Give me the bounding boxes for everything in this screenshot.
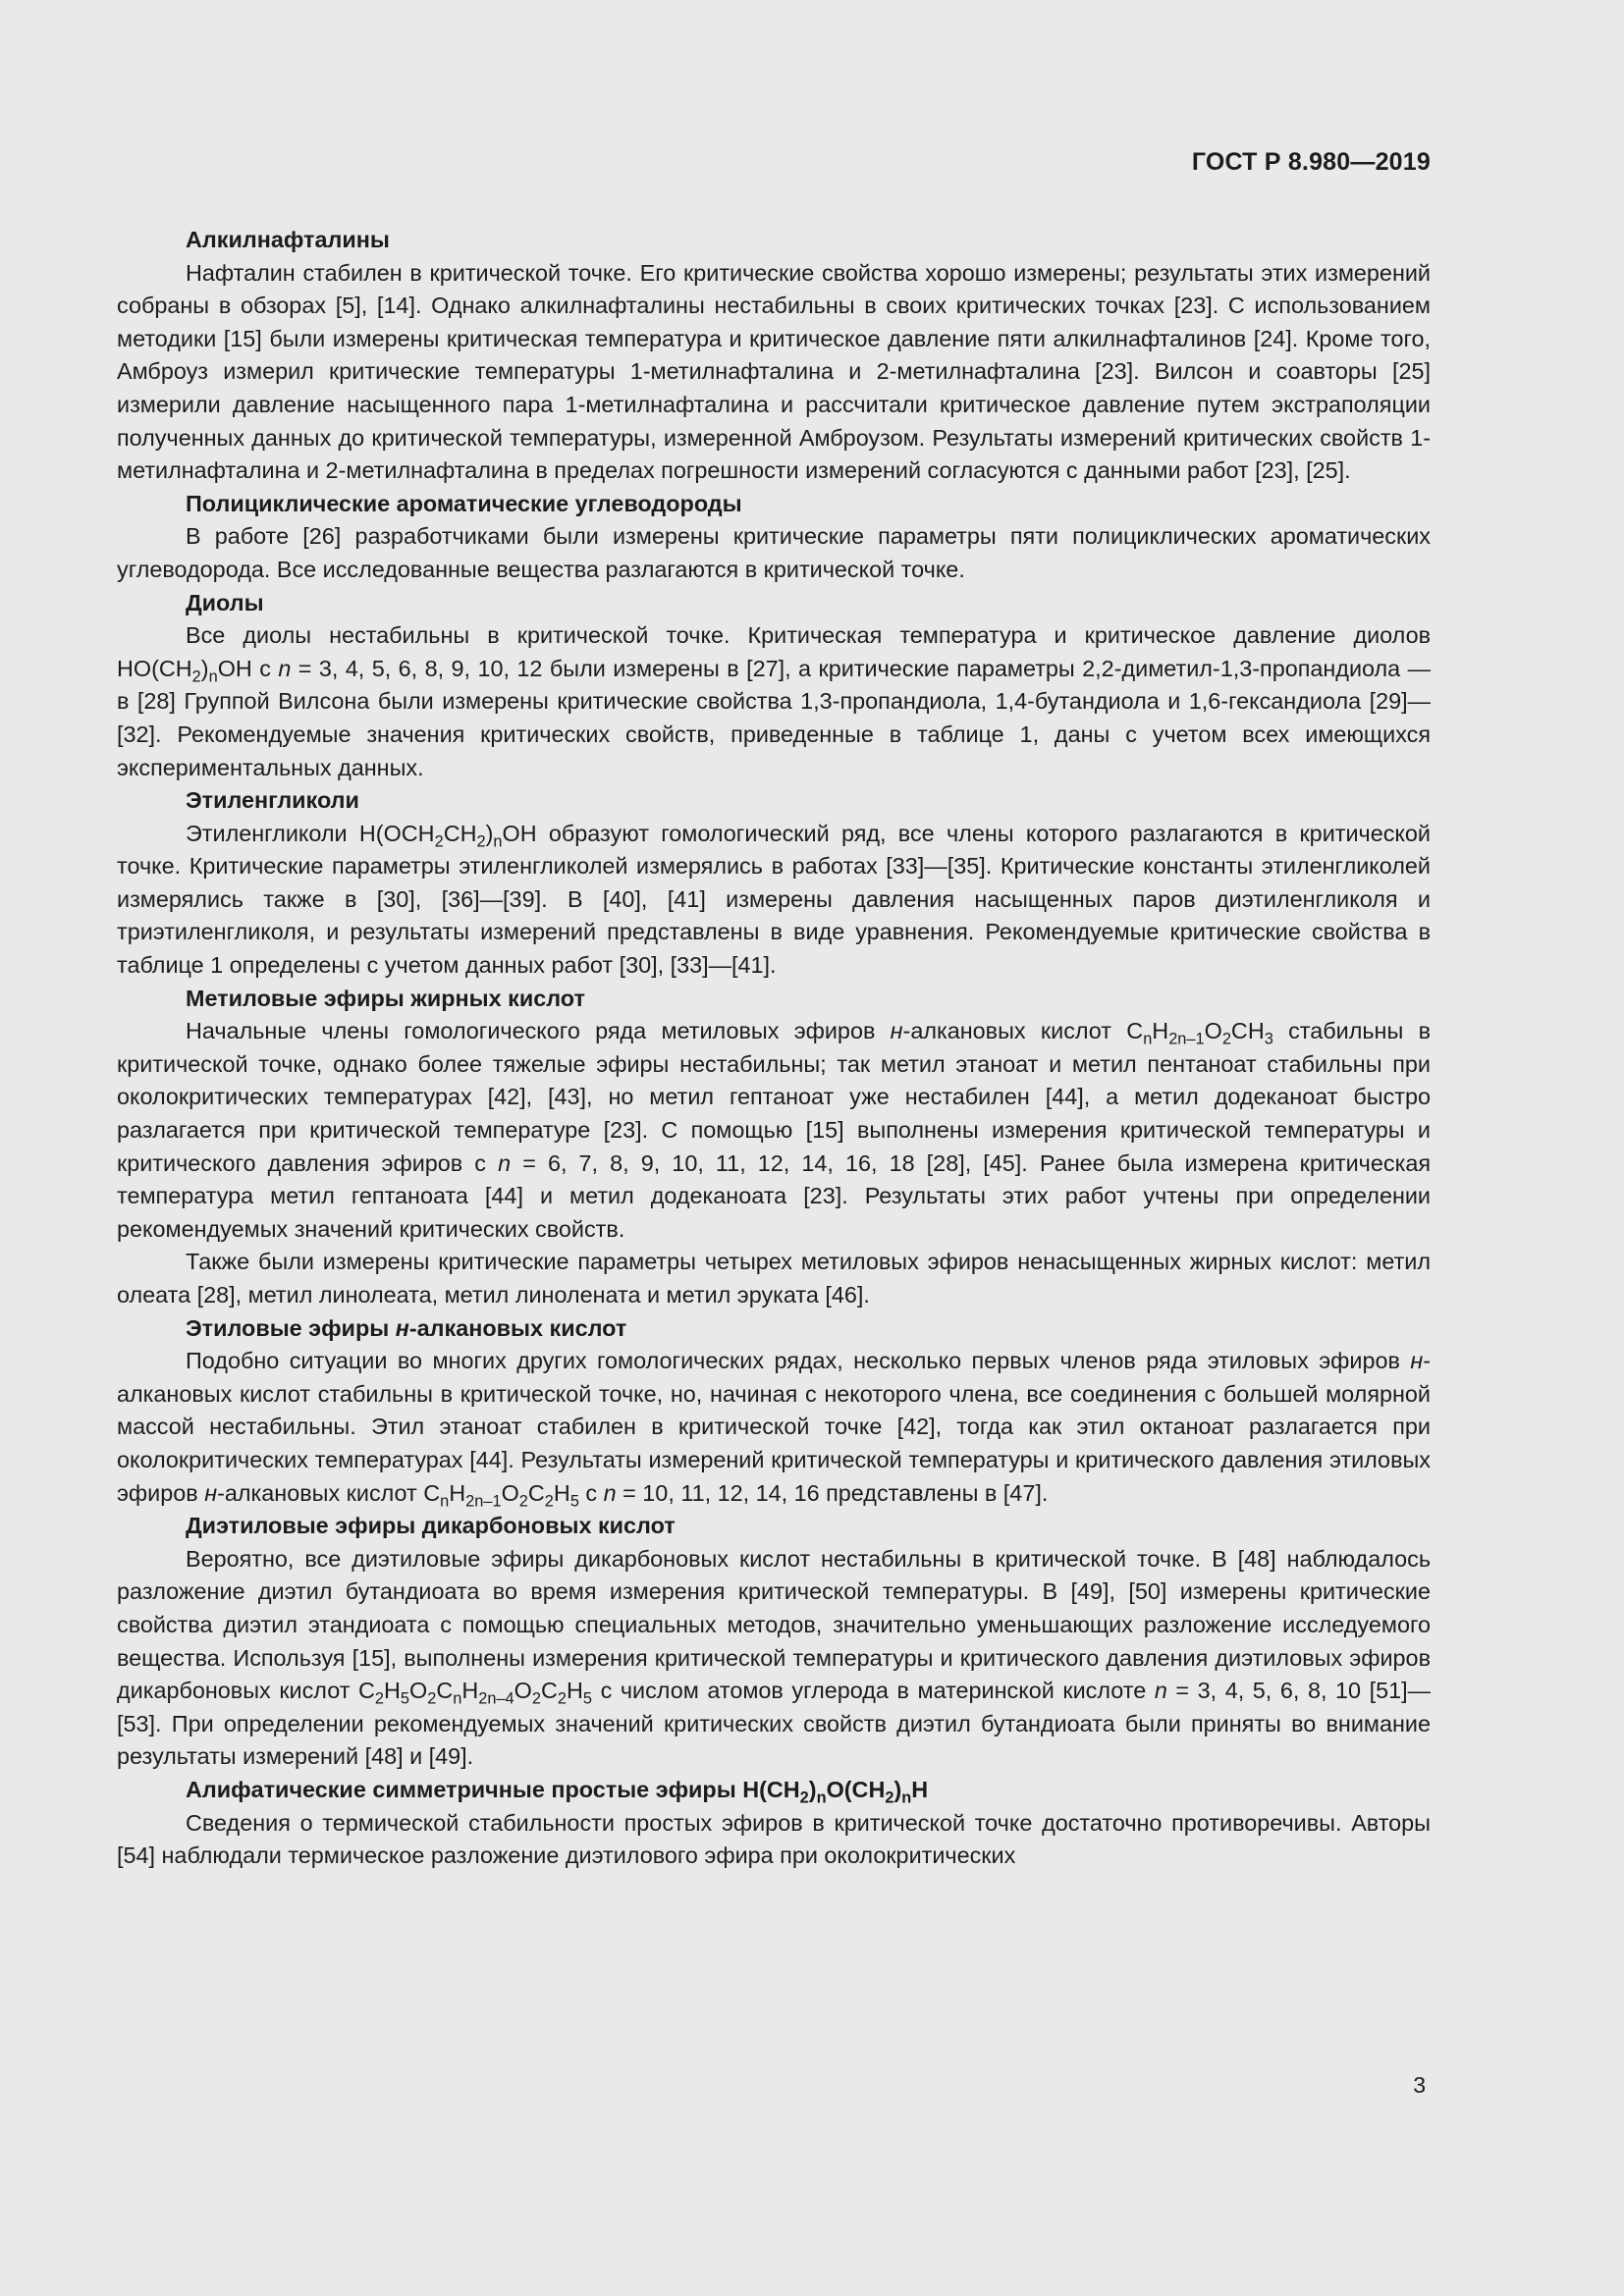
section-heading: Этиленгликоли bbox=[186, 787, 359, 814]
section-heading: Алкилнафталины bbox=[186, 227, 390, 252]
section-paragraph: Вероятно, все диэтиловые эфиры дикарбоновых кислот нестабильны в критической точке. В [48] наблюдалось разложение диэтил бутандиоата во время измерения критической температуры. В [49], [50] измерены критические свойства диэтил этандиоата с помощью специальных методов, значительно уменьшающих разложение исследуемого вещества. Используя [15], выполнены измерения критической температуры и критического давления диэтиловых эфиров дикарбоновых кислот $C_2H_5O_2C_nH_{2n-4}O_2C_2H_5$ с числом атомов углерода в материнской кислоте n = 3, 4, 5, 6, 8, 10 [51]—[53]. При определении рекомендуемых значений критических свойств диэтил бутандиоата были приняты во внимание результаты измерений [48] и [49]. bbox=[117, 1545, 1432, 1770]
section-paragraph: Все диолы нестабильны в критической точке. Критическая температура и критическое давление диолов $HO(CH_2)_nOH$ с n = 3, 4, 5, 6, 8, 9, 10, 12 были измерены в [27], а критические параметры 2,2-диметил-1,3-пропандиола — в [28] Группой Вилсона были измерены критические свойства 1,3-пропандиола, 1,4-бутандиола и 1,6-гександиола [29]—[32]. Рекомендуемые значения критических свойств, приведенные в таблице 1, даны с учетом всех имеющихся экспериментальных данных. bbox=[117, 622, 1431, 780]
document-body bbox=[117, 224, 1431, 1873]
section-paragraph: Нафталин стабилен в критической точке. Его критические свойства хорошо измерены; результаты этих измерений собраны в обзорах [5], [14]. Однако алкилнафталины нестабильны в своих критических точках [23]. С использованием методики [15] были измерены критическая температура и критическое давление пяти алкилнафталинов [24]. Кроме того, Амброуз измерил критические температуры 1-метилнафталина и 2-метилнафталина [23]. Вилсон и соавторы [25] измерили давление насыщенного пара 1-метилнафталина и рассчитали критическое давление путем экстраполяции полученных данных до критической температуры, измеренной Амброузом. Результаты измерений критических свойств 1-метилнафталина и 2-метилнафталина в пределах погрешности измерений согласуются с данными работ [23], [25]. bbox=[117, 259, 1431, 484]
section-heading: Диэтиловые эфиры дикарбоновых кислот bbox=[186, 1513, 676, 1539]
page-number: 3 bbox=[1413, 2072, 1426, 2098]
section-paragraph: Подобно ситуации во многих других гомологических рядах, несколько первых членов ряда этиловых эфиров н-алкановых кислот стабильны в критической точке, но, начиная с некоторого члена, все соединения с большей молярной массой нестабильны. Этил этаноат стабилен в критической точке [42], тогда как этил октаноат разлагается при околокритических температурах [44]. Результаты измерений критической температуры и критического давления этиловых эфиров н-алкановых кислот $C_nH_{2n-1}O_2C_2H_5$ с n = 10, 11, 12, 14, 16 представлены в [47]. bbox=[117, 1348, 1431, 1511]
section-paragraph: Также были измерены критические параметры четырех метиловых эфиров ненасыщенных жирных кислот: метил олеата [28], метил линолеата, метил линолената и метил эруката [46]. bbox=[117, 1249, 1431, 1308]
section-heading: Алифатические симметричные простые эфиры $H(CH_2)_nO(CH_2)_nH$ bbox=[186, 1776, 929, 1807]
section-heading: Диолы bbox=[186, 589, 264, 615]
section-paragraph: В работе [26] разработчиками были измерены критические параметры пяти полициклических ароматических углеводорода. Все исследованные вещества разлагаются в критической точке. bbox=[117, 523, 1431, 582]
section-heading: Метиловые эфиры жирных кислот bbox=[186, 985, 585, 1011]
section-heading: Полициклические ароматические углеводороды bbox=[186, 490, 742, 516]
section-paragraph: Этиленгликоли $H(OCH_2CH_2)_nOH$ образуют гомологический ряд, все члены которого разлагаются в критической точке. Критические параметры этиленгликолей измерялись в работах [33]—[35]. Критические константы этиленгликолей измерялись также в [30], [36]—[39]. В [40], [41] измерены давления насыщенных паров диэтиленгликоля и триэтиленгликоля, и результаты измерений представлены в виде уравнения. Рекомендуемые критические свойства в таблице 1 определены с учетом данных работ [30], [33]—[41]. bbox=[117, 820, 1432, 979]
section-paragraph: Начальные члены гомологического ряда метиловых эфиров н-алкановых кислот $C_nH_{2n-1}O_2CH_3$ стабильны в критической точке, однако более тяжелые эфиры нестабильны; так метил этаноат и метил пентаноат стабильны при околокритических температурах [42], [43], но метил гептаноат уже нестабилен [44], а метил додеканоат быстро разлагается при критической температуре [23]. С помощью [15] выполнены измерения критической температуры и критического давления эфиров с n = 6, 7, 8, 9, 10, 11, 12, 14, 16, 18 [28], [45]. Ранее была измерена критическая температура метил гептаноата [44] и метил додеканоата [23]. Результаты этих работ учтены при определении рекомендуемых значений критических свойств. bbox=[117, 1018, 1431, 1242]
document-code-header: ГОСТ Р 8.980—2019 bbox=[1191, 148, 1431, 176]
section-paragraph: Сведения о термической стабильности простых эфиров в критической точке достаточно противоречивы. Авторы [54] наблюдали термическое разложение диэтилового эфира при околокритических bbox=[117, 1809, 1431, 1869]
section-heading: Этиловые эфиры н-алкановых кислот bbox=[186, 1314, 627, 1341]
